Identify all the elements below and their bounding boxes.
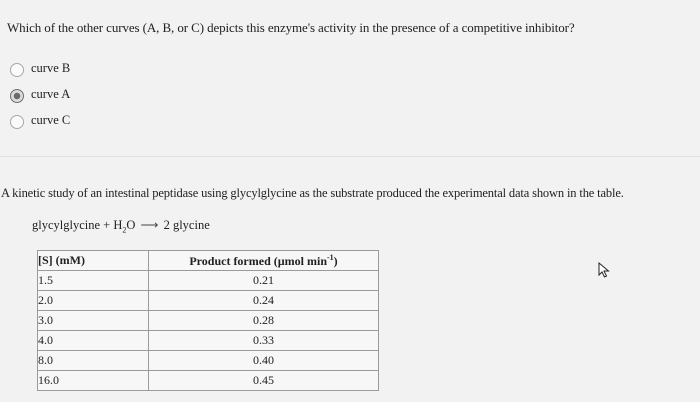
table-row [38,351,379,371]
substrate-cell: 3.0 [38,311,149,331]
substrate-cell: 16.0 [38,371,149,391]
table-header-row [38,251,379,271]
substrate-cell: 4.0 [38,331,149,351]
equation-subscript: 2 [122,225,127,235]
kinetics-data-table [37,250,379,391]
product-cell: 0.24 [149,291,379,311]
equation-reactant: glycylglycine + H [32,218,123,232]
header-product-exponent: -1 [327,252,334,262]
substrate-cell: 2.0 [38,291,149,311]
reaction-arrow-icon: ⟶ [140,218,159,232]
radio-button[interactable] [10,115,24,129]
product-cell: 0.33 [149,331,379,351]
table-row [38,311,379,331]
radio-button[interactable] [10,63,24,77]
product-cell: 0.21 [149,271,379,291]
product-cell: 0.40 [149,351,379,371]
product-cell: 0.28 [149,311,379,331]
option-label[interactable]: curve C [31,113,71,127]
header-product [149,251,379,271]
table-row [38,291,379,311]
substrate-cell: 1.5 [38,271,149,291]
reaction-equation [32,217,210,235]
problem-intro: A kinetic study of an intestinal peptidase using glycylglycine as the substrate produced the experimental data shown in the table. [1,186,624,200]
option-label[interactable]: curve A [31,87,71,101]
question-text: Which of the other curves (A, B, or C) depicts this enzyme's activity in the presence of a competitive inhibitor? [7,20,575,35]
table-row [38,331,379,351]
option-label[interactable]: curve B [31,61,71,75]
header-product-text: Product formed (µmol min [189,253,327,268]
mouse-cursor-icon [598,262,612,278]
header-product-close: ) [333,253,338,268]
section-divider [0,156,700,157]
table-row [38,371,379,391]
radio-button-selected[interactable] [10,89,24,103]
substrate-cell: 8.0 [38,351,149,371]
equation-product: 2 glycine [163,218,210,232]
equation-reactant-tail: O [126,218,136,232]
table-row [38,271,379,291]
product-cell: 0.45 [149,371,379,391]
header-substrate: [S] (mM) [38,251,149,271]
